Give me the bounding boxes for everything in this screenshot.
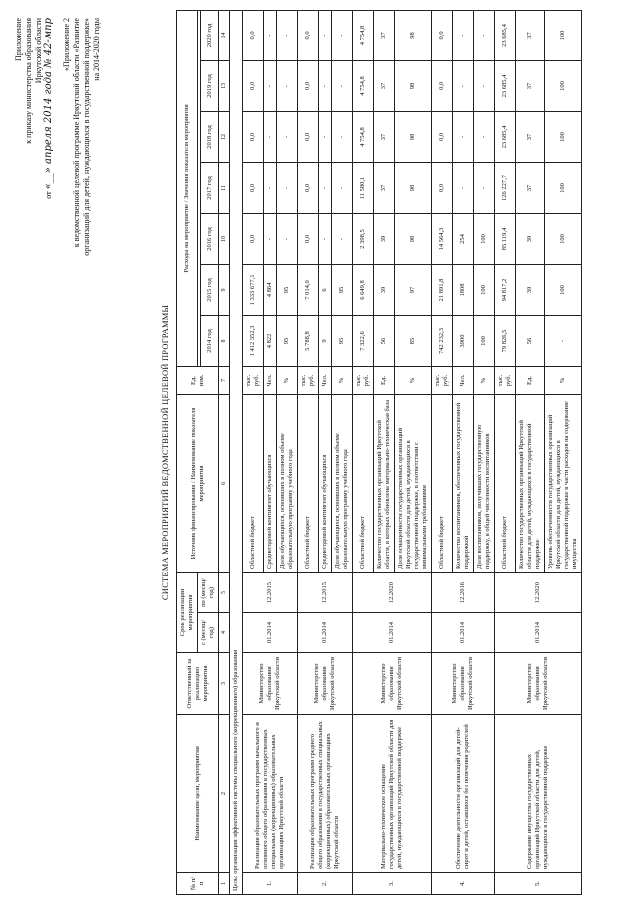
indicator-unit: % [474, 366, 495, 394]
col-header-year: 2020 год [201, 10, 219, 60]
indicator-name: Среднегодовой контингент обучающихся [319, 394, 332, 572]
indicator-name: Доля обучающихся, освоивших в полном объеме образовательную программу учебного года [277, 394, 298, 572]
year-value-cell: - [277, 162, 298, 213]
year-value-cell: 100 [545, 60, 582, 111]
col-header-responsible: Ответственный за реализацию мероприятия [177, 653, 219, 715]
column-number: 3 [219, 653, 230, 715]
col-header-year: 2016 год [201, 213, 219, 264]
indicator-name: Количество воспитанников, обеспеченных государственной поддержкой [453, 394, 474, 572]
column-number: 7 [219, 366, 230, 394]
year-value-cell: 11 580,1 [353, 162, 374, 213]
item-responsible: Министерство образования Иркутской области [495, 653, 582, 715]
column-number: 11 [219, 162, 230, 213]
goal-row [230, 10, 243, 894]
year-value-cell: - [474, 111, 495, 162]
column-number: 13 [219, 60, 230, 111]
year-value-cell: 37 [374, 111, 395, 162]
program-table-container [176, 10, 582, 895]
item-name: Содержание имущества государственных организаций Иркутской области для детей, нуждающихся в государственной поддержке [495, 715, 582, 873]
handwritten-date: «__» апреля 2014 года № 42-мпр [43, 18, 54, 190]
item-number: 4. [432, 873, 495, 895]
item-responsible: Министерство образования Иркутской области [353, 653, 432, 715]
column-number: 4 [219, 613, 230, 653]
column-number: 1 [219, 873, 230, 895]
year-value-cell: - [332, 213, 353, 264]
year-value-cell: 126 227,7 [495, 162, 516, 213]
year-value-cell: - [332, 60, 353, 111]
indicator-name: Областной бюджет [243, 394, 264, 572]
item-period-from: 01.2014 [243, 613, 298, 653]
year-value-cell: 98 [395, 162, 432, 213]
item-number: 1. [243, 873, 298, 895]
year-value-cell: 79 826,5 [495, 315, 516, 366]
column-number: 8 [219, 315, 230, 366]
indicator-unit: тыс. руб. [243, 366, 264, 394]
year-value-cell: - [264, 10, 277, 60]
year-value-cell: 0,0 [298, 213, 319, 264]
col-header-year: 2017 год [201, 162, 219, 213]
year-value-cell: 0,0 [298, 162, 319, 213]
col-header-no: № п/п [177, 873, 219, 895]
col-header-unit: Ед. изм. [177, 366, 219, 394]
header-line: Приложение [14, 18, 23, 61]
year-value-cell: 98 [395, 10, 432, 60]
year-value-cell: - [319, 162, 332, 213]
year-value-cell: 0,0 [432, 10, 453, 60]
year-value-cell: 37 [516, 111, 545, 162]
indicator-unit: Ед. [374, 366, 395, 394]
indicator-name: Областной бюджет [495, 394, 516, 572]
year-value-cell: 21 891,8 [432, 264, 453, 315]
year-value-cell: - [332, 111, 353, 162]
year-value-cell: 100 [545, 10, 582, 60]
year-value-cell: 39 [374, 264, 395, 315]
item-name: Обеспечение деятельности организаций для детей-сирот и детей, оставшихся без попечения родителей [432, 715, 495, 873]
item-period-to: 12.2020 [495, 572, 582, 612]
indicator-name: Количество государственных организаций Иркутской области для детей, нуждающихся в государственной поддержке [516, 394, 545, 572]
indicator-unit: Чел. [319, 366, 332, 394]
indicator-unit: Чел. [264, 366, 277, 394]
col-header-to: по (месяц/год) [198, 572, 219, 612]
year-value-cell: 0,0 [243, 213, 264, 264]
item-period-to: 12.2020 [353, 572, 432, 612]
year-value-cell: 95 [277, 264, 298, 315]
year-value-cell: - [453, 10, 474, 60]
indicator-unit: Ед. [516, 366, 545, 394]
year-value-cell: - [264, 162, 277, 213]
year-value-cell: 3900 [453, 315, 474, 366]
item-period-from: 01.2014 [298, 613, 353, 653]
header-line: к приказу министерства образования [24, 18, 33, 144]
date-prefix: от [44, 191, 53, 199]
year-value-cell: - [474, 60, 495, 111]
header-line: Иркутской области [34, 18, 43, 84]
year-value-cell: 0,0 [243, 60, 264, 111]
year-value-cell: 0,0 [243, 10, 264, 60]
year-value-cell: 6 649,8 [353, 264, 374, 315]
indicator-unit: % [545, 366, 582, 394]
year-value-cell: - [277, 213, 298, 264]
year-value-cell: 95 [332, 315, 353, 366]
column-number: 14 [219, 10, 230, 60]
year-value-cell: - [277, 10, 298, 60]
year-value-cell: - [319, 60, 332, 111]
indicator-unit: % [395, 366, 432, 394]
col-header-source: Источник финансирования / Наименование показателя мероприятия [177, 394, 219, 572]
header-line: организаций для детей, нуждающихся в государственной поддержке» [82, 18, 91, 256]
year-value-cell: 7 014,0 [298, 264, 319, 315]
item-period-from: 01.2014 [495, 613, 582, 653]
col-header-period: Срок реализации мероприятия [177, 572, 198, 652]
col-header-year: 2014 год [201, 315, 219, 366]
year-value-cell: - [277, 60, 298, 111]
column-number: 9 [219, 264, 230, 315]
goal-text: Цель: организация эффективной системы специального (коррекционного) образования [230, 10, 243, 894]
year-value-cell: 0,0 [298, 10, 319, 60]
item-number: 3. [353, 873, 432, 895]
indicator-name: Областной бюджет [432, 394, 453, 572]
year-value-cell: 0,0 [432, 111, 453, 162]
header-date-line [44, 18, 54, 348]
year-value-cell: 97 [395, 264, 432, 315]
year-value-cell: 742 232,3 [432, 315, 453, 366]
year-value-cell: 1 412 352,3 [243, 315, 264, 366]
year-value-cell: 56 [374, 315, 395, 366]
year-value-cell: - [264, 60, 277, 111]
indicator-name: Доля оснащенности государственных организаций Иркутской области для детей, нуждающихся в государственной поддержке, в соответствии с минимальными требованиями [395, 394, 432, 572]
item-responsible: Министерство образования Иркутской области [243, 653, 298, 715]
column-number: 2 [219, 715, 230, 873]
table-row [298, 10, 319, 894]
year-value-cell: 100 [545, 213, 582, 264]
year-value-cell: - [453, 60, 474, 111]
item-responsible: Министерство образования Иркутской области [432, 653, 495, 715]
year-value-cell: 100 [545, 264, 582, 315]
indicator-name: Областной бюджет [298, 394, 319, 572]
approval-header [14, 18, 102, 348]
year-value-cell: 9 [319, 315, 332, 366]
year-value-cell: 100 [474, 264, 495, 315]
year-value-cell: 37 [374, 10, 395, 60]
year-value-cell: 0,0 [298, 60, 319, 111]
year-value-cell: 100 [474, 315, 495, 366]
year-value-cell: 23 685,4 [495, 60, 516, 111]
year-value-cell: 39 [516, 264, 545, 315]
year-value-cell: 254 [453, 213, 474, 264]
program-measures-table [176, 10, 582, 895]
indicator-unit: Чел. [453, 366, 474, 394]
item-name: Реализация образовательных программ начального и основного общего образования в государственных специальных (коррекционных) образовательных организациях Иркутской области [243, 715, 298, 873]
col-header-year: 2019 год [201, 60, 219, 111]
indicator-unit: тыс. руб. [353, 366, 374, 394]
year-value-cell: 4 864 [264, 264, 277, 315]
year-value-cell: 0,0 [432, 162, 453, 213]
table-body [230, 10, 582, 894]
year-value-cell: 0,0 [243, 111, 264, 162]
year-value-cell: - [264, 111, 277, 162]
year-value-cell: 4 754,8 [353, 60, 374, 111]
year-value-cell: - [319, 10, 332, 60]
indicator-unit: % [332, 366, 353, 394]
year-value-cell: 37 [516, 162, 545, 213]
year-value-cell: 95 [332, 264, 353, 315]
year-value-cell: - [545, 315, 582, 366]
year-value-cell: 37 [516, 10, 545, 60]
year-value-cell: 2 398,5 [353, 213, 374, 264]
year-value-cell: 56 [516, 315, 545, 366]
year-value-cell: 4 754,8 [353, 10, 374, 60]
table-row [243, 10, 264, 894]
item-responsible: Министерство образования Иркутской области [298, 653, 353, 715]
year-value-cell: 4 754,8 [353, 111, 374, 162]
year-value-cell: - [319, 111, 332, 162]
year-value-cell: 94 817,2 [495, 264, 516, 315]
table-row [353, 10, 374, 894]
year-value-cell: 39 [374, 213, 395, 264]
year-value-cell: 14 564,3 [432, 213, 453, 264]
year-value-cell: 6 [319, 264, 332, 315]
col-header-expenses: Расходы на мероприятие / Значения показателя мероприятия [177, 10, 198, 366]
year-value-cell: 85 119,4 [495, 213, 516, 264]
year-value-cell: 4 822 [264, 315, 277, 366]
col-header-from: с (месяц/год) [198, 613, 219, 653]
year-value-cell: - [453, 111, 474, 162]
header-line: к ведомственной целевой программе Иркутской области «Развитие [72, 18, 81, 248]
year-value-cell: 95 [277, 315, 298, 366]
year-value-cell: 0,0 [432, 60, 453, 111]
header-line: на 2014-2020 годы [92, 18, 101, 81]
year-value-cell: 98 [395, 213, 432, 264]
year-value-cell: 37 [516, 60, 545, 111]
column-number: 10 [219, 213, 230, 264]
year-value-cell: 1 333 677,1 [243, 264, 264, 315]
col-header-year: 2015 год [201, 264, 219, 315]
item-period-to: 12.2015 [243, 572, 298, 612]
year-value-cell: - [474, 162, 495, 213]
item-period-to: 12.2016 [432, 572, 495, 612]
year-value-cell: 100 [545, 111, 582, 162]
year-value-cell: 37 [374, 60, 395, 111]
year-value-cell: - [264, 213, 277, 264]
indicator-name: Среднегодовой контингент обучающихся [264, 394, 277, 572]
col-header-name: Наименование цели, мероприятия [177, 715, 219, 873]
year-value-cell: 100 [545, 162, 582, 213]
header-line: «Приложение 2 [62, 18, 71, 71]
year-value-cell: 37 [374, 162, 395, 213]
document-title: СИСТЕМА МЕРОПРИЯТИЙ ВЕДОМСТВЕННОЙ ЦЕЛЕВОЙ ПРОГРАММЫ [160, 304, 170, 601]
indicator-name: Количество государственных организаций Иркутской области, в которых обновлена материально-техническая база [374, 394, 395, 572]
year-value-cell: - [474, 10, 495, 60]
year-value-cell: 1808 [453, 264, 474, 315]
indicator-unit: тыс. руб. [298, 366, 319, 394]
column-number: 5 [219, 572, 230, 612]
item-period-to: 12.2015 [298, 572, 353, 612]
indicator-name: Доля обучающихся, освоивших в полном объеме образовательную программу учебного года [332, 394, 353, 572]
year-value-cell: 0,0 [243, 162, 264, 213]
year-value-cell: 39 [516, 213, 545, 264]
indicator-unit: % [277, 366, 298, 394]
item-number: 5. [495, 873, 582, 895]
year-value-cell: 98 [395, 60, 432, 111]
indicator-name: Областной бюджет [353, 394, 374, 572]
column-number: 12 [219, 111, 230, 162]
column-number: 6 [219, 394, 230, 572]
table-row [432, 10, 453, 894]
table-row [495, 10, 516, 894]
year-value-cell: 7 322,6 [353, 315, 374, 366]
year-value-cell: 23 685,4 [495, 10, 516, 60]
item-number: 2. [298, 873, 353, 895]
year-value-cell: 0,0 [298, 111, 319, 162]
column-number-row [219, 10, 230, 894]
item-name: Материально-техническое оснащение государственных организаций Иркутской области для детей, нуждающихся в государственной поддержке [353, 715, 432, 873]
item-period-from: 01.2014 [353, 613, 432, 653]
indicator-name: Доля воспитанников, получивших государственную поддержку, в общей численности воспитанников [474, 394, 495, 572]
year-value-cell: - [453, 162, 474, 213]
year-value-cell: 100 [474, 213, 495, 264]
indicator-name: Уровень обеспеченности государственных организаций Иркутской области для детей, нуждающихся в государственной поддержке в части расходов на содержание имущества [545, 394, 582, 572]
year-value-cell: - [277, 111, 298, 162]
year-value-cell: 85 [395, 315, 432, 366]
col-header-year: 2018 год [201, 111, 219, 162]
year-value-cell: 23 685,4 [495, 111, 516, 162]
year-value-cell: 5 788,8 [298, 315, 319, 366]
year-value-cell: 98 [395, 111, 432, 162]
year-value-cell: - [332, 162, 353, 213]
year-value-cell: - [319, 213, 332, 264]
indicator-unit: тыс. руб. [432, 366, 453, 394]
item-name: Реализация образовательных программ среднего общего образования в государственных специальных (коррекционных) образовательных организациях Иркутской области [298, 715, 353, 873]
item-period-from: 01.2014 [432, 613, 495, 653]
year-value-cell: - [332, 10, 353, 60]
indicator-unit: тыс. руб. [495, 366, 516, 394]
